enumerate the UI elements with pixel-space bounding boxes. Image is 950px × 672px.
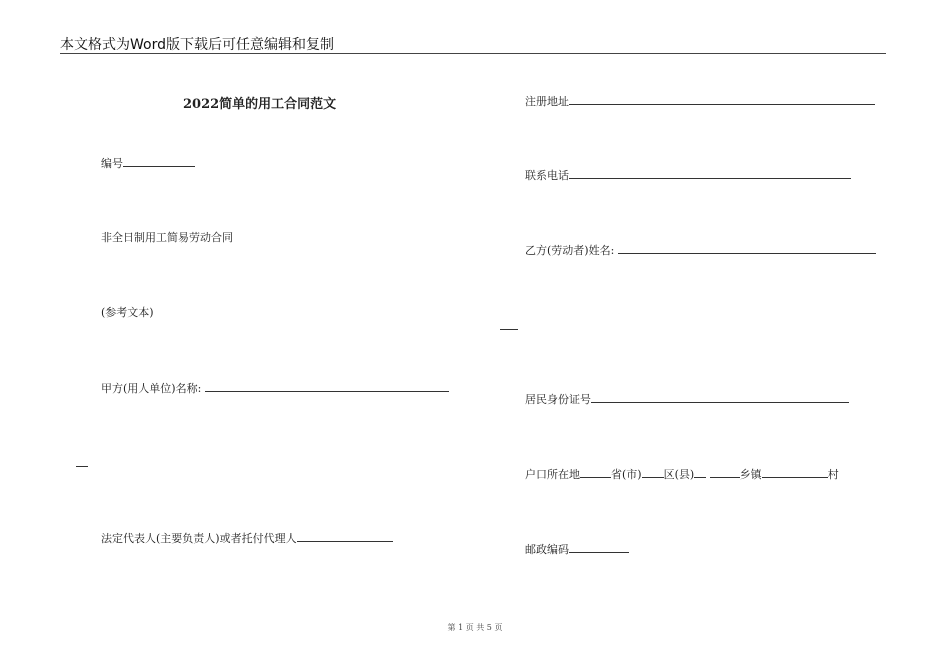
hukou-town: 乡镇 (739, 468, 762, 481)
id-card-label: 居民身份证号 (525, 393, 591, 406)
header-rule (60, 53, 886, 54)
hukou-province: 省(市) (611, 468, 642, 481)
party-b-field (525, 243, 876, 258)
hukou-blank-3 (694, 467, 706, 478)
phone-field (525, 168, 851, 183)
hukou-blank-2 (642, 467, 664, 478)
hukou-field (525, 467, 839, 482)
party-a-field (101, 381, 449, 396)
reg-address-label: 注册地址 (525, 95, 569, 108)
contract-name: 非全日制用工简易劳动合同 (101, 231, 233, 244)
id-card-blank (591, 392, 849, 403)
legal-rep-field (101, 531, 393, 546)
party-a-blank (205, 381, 449, 392)
hukou-label: 户口所在地 (525, 468, 580, 481)
postcode-field (525, 542, 629, 557)
postcode-blank (569, 542, 629, 553)
hukou-blank-5 (762, 467, 828, 478)
hukou-blank-4 (710, 467, 740, 478)
page-number: 第 1 页 共 5 页 (447, 623, 503, 632)
reg-address-field (525, 94, 875, 109)
document-title: 2022简单的用工合同范文 (183, 97, 337, 112)
id-card-field (525, 392, 849, 407)
hukou-district: 区(县) (663, 468, 695, 481)
hukou-village: 村 (827, 468, 839, 481)
phone-label: 联系电话 (525, 169, 569, 182)
reg-address-blank (569, 94, 875, 105)
stray-dash (76, 466, 88, 467)
reference-note: (参考文本) (101, 306, 154, 319)
legal-rep-blank (297, 531, 393, 542)
party-b-blank (618, 243, 876, 254)
party-a-label: 甲方(用人单位)名称: (101, 382, 202, 395)
number-label: 编号 (101, 157, 123, 170)
postcode-label: 邮政编码 (525, 543, 569, 556)
number-field (101, 156, 195, 171)
document-header: 本文格式为Word版下载后可任意编辑和复制 (60, 37, 334, 53)
hukou-blank-1 (580, 467, 611, 478)
legal-rep-label: 法定代表人(主要负责人)或者托付代理人 (101, 532, 297, 545)
party-b-label: 乙方(劳动者)姓名: (525, 244, 615, 257)
number-blank (123, 156, 195, 167)
phone-blank (569, 168, 851, 179)
stray-dash-2 (500, 329, 518, 330)
